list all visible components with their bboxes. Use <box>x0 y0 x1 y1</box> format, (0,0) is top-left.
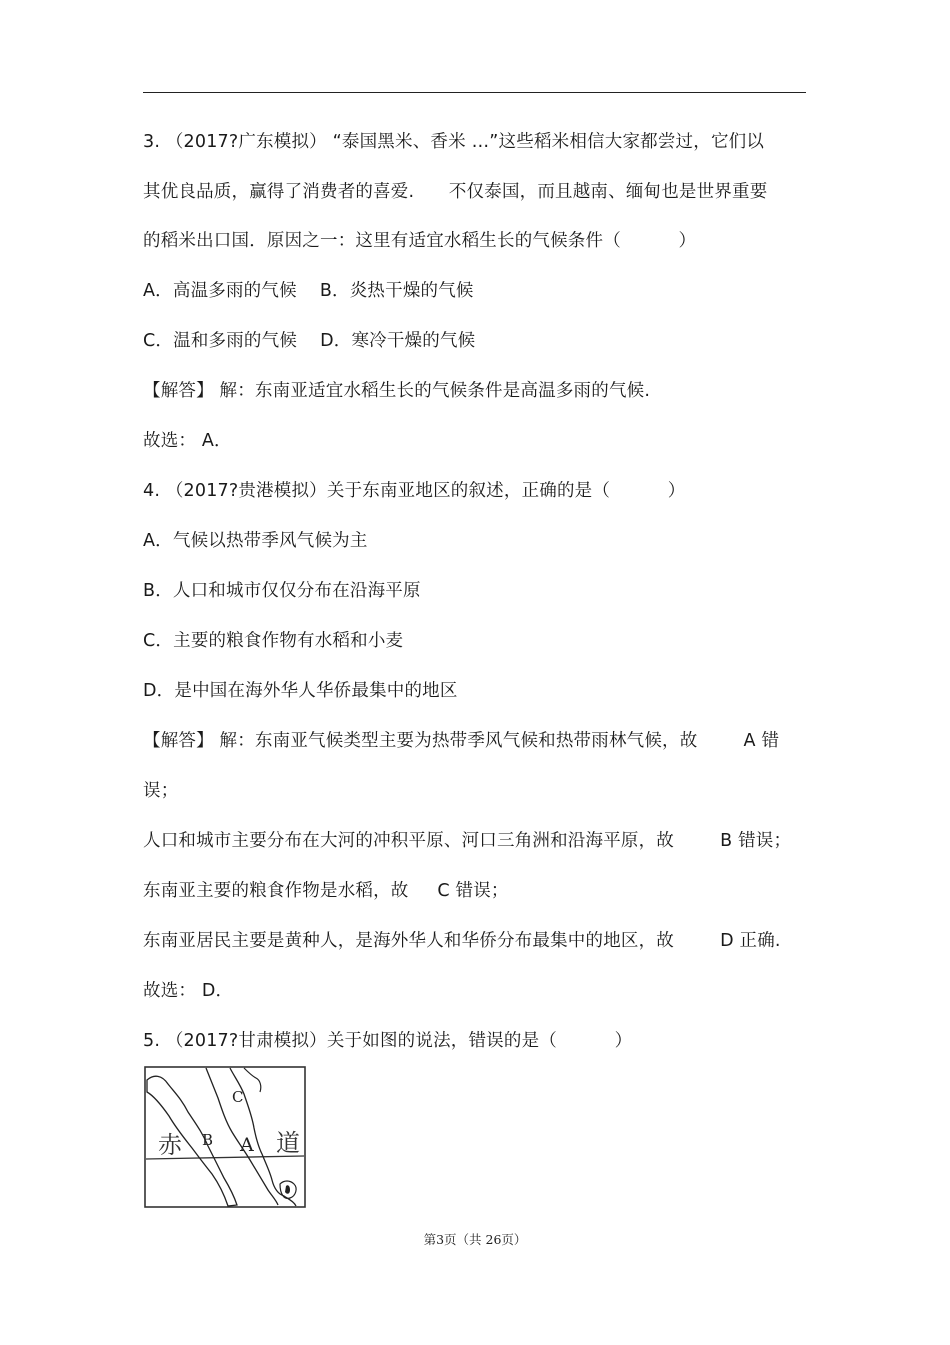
q4-answer-line-3: 人口和城市主要分布在大河的冲积平原、河口三角洲和沿海平原，故 B 错误； <box>143 831 792 851</box>
q4-answer-line-5: 东南亚居民主要是黄种人，是海外华人和华侨分布最集中的地区，故 D 正确. <box>143 931 781 951</box>
map-label-c: C <box>232 1088 244 1106</box>
q3-options-ab: A．高温多雨的气候 B．炎热干燥的气候 <box>143 281 474 301</box>
q3-answer: 【解答】 解：东南亚适宜水稻生长的气候条件是高温多雨的气候. <box>143 381 651 401</box>
map-drawing <box>144 1066 306 1208</box>
q3-options-cd: C．温和多雨的气候 D．寒冷干燥的气候 <box>143 331 476 351</box>
header-rule <box>143 92 806 93</box>
map-label-a: A <box>240 1134 254 1156</box>
q3-choice: 故选： A． <box>143 431 232 451</box>
q4-answer-line-1: 【解答】 解：东南亚气候类型主要为热带季风气候和热带雨林气候，故 A 错 <box>143 731 780 751</box>
q3-stem-line-3: 的稻米出口国．原因之一：这里有适宜水稻生长的气候条件（ ） <box>143 231 697 251</box>
q4-option-a: A．气候以热带季风气候为主 <box>143 531 368 551</box>
map-text-dao: 道 <box>276 1129 300 1157</box>
q4-option-b: B．人口和城市仅仅分布在沿海平原 <box>143 581 421 601</box>
q4-answer-line-2: 误； <box>143 781 179 801</box>
q4-choice: 故选： D． <box>143 981 234 1001</box>
map-label-b: B <box>202 1131 214 1149</box>
q4-option-d: D．是中国在海外华人华侨最集中的地区 <box>143 681 458 701</box>
q3-stem-line-2: 其优良品质，赢得了消费者的喜爱. 不仅泰国，而且越南、缅甸也是世界重要 <box>143 182 768 202</box>
q3-stem-line-1: 3. （2017?广东模拟） “泰国黑米、香米 …”这些稻米相信大家都尝过，它们以 <box>143 132 765 152</box>
q4-stem: 4. （2017?贵港模拟）关于东南亚地区的叙述，正确的是（ ） <box>143 481 686 501</box>
q5-stem: 5. （2017?甘肃模拟）关于如图的说法，错误的是（ ） <box>143 1031 633 1051</box>
q4-answer-line-4: 东南亚主要的粮食作物是水稻，故 C 错误； <box>143 881 509 901</box>
map-text-chi: 赤 <box>158 1131 182 1159</box>
page-footer: 第3页（共 26页） <box>423 1232 527 1247</box>
southeast-asia-map-figure <box>144 1066 306 1208</box>
q4-option-c: C．主要的粮食作物有水稻和小麦 <box>143 631 404 651</box>
